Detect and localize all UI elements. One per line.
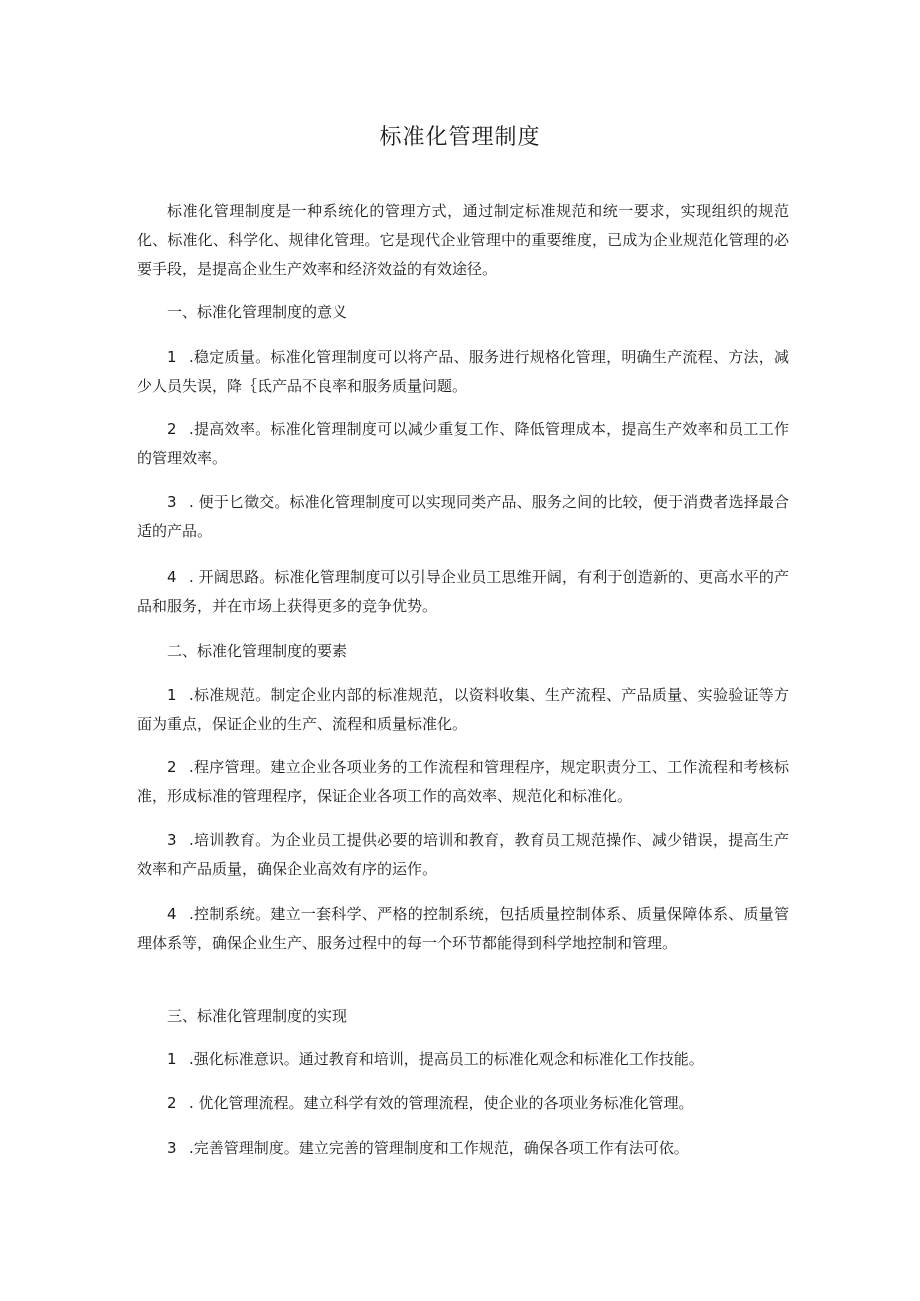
- list-item: [137, 900, 789, 958]
- item-text: . 便于匕徵交。标准化管理制度可以实现同类产品、服务之间的比较，便于消费者选择最合适的产品。: [137, 493, 789, 540]
- item-number: 2: [167, 420, 177, 438]
- list-item: [137, 563, 789, 621]
- item-number: 2: [167, 1094, 177, 1112]
- item-number: 1: [167, 686, 177, 704]
- item-text: .稳定质量。标准化管理制度可以将产品、服务进行规格化管理，明确生产流程、方法，减少人员失误，降｛氐产品不良率和服务质量问题。: [137, 348, 789, 395]
- item-text: .完善管理制度。建立完善的管理制度和工作规范，确保各项工作有法可依。: [189, 1139, 689, 1157]
- item-number: 4: [167, 905, 177, 923]
- list-item: [137, 1134, 789, 1163]
- item-text: .控制系统。建立一套科学、严格的控制系统，包括质量控制体系、质量保障体系、质量管理体系等，确保企业生产、服务过程中的每一个环节都能得到科学地控制和管理。: [137, 905, 789, 952]
- page-title: 标准化管理制度: [379, 125, 541, 150]
- item-number: 3: [167, 493, 177, 511]
- section-heading-2: 二、标准化管理制度的要素: [167, 642, 348, 660]
- list-item: [137, 1089, 789, 1118]
- section-heading-1: 一、标准化管理制度的意义: [167, 303, 348, 321]
- list-item: [137, 1045, 789, 1074]
- item-number: 2: [167, 758, 177, 776]
- item-text: . 开阔思路。标准化管理制度可以引导企业员工思维开阔，有利于创造新的、更高水平的产品和服务，并在市场上获得更多的竞争优势。: [137, 568, 789, 615]
- item-number: 1: [167, 1050, 177, 1068]
- item-number: 3: [167, 1139, 177, 1157]
- list-item: [137, 753, 789, 811]
- section-heading-3: 三、标准化管理制度的实现: [167, 1007, 348, 1025]
- list-item: [137, 415, 789, 473]
- item-text: .培训教育。为企业员工提供必要的培训和教育，教育员工规范操作、减少错误，提高生产效率和产品质量，确保企业高效有序的运作。: [137, 831, 789, 878]
- item-text: .程序管理。建立企业各项业务的工作流程和管理程序，规定职责分工、工作流程和考核标准，形成标准的管理程序，保证企业各项工作的高效率、规范化和标准化。: [137, 758, 789, 805]
- list-item: [137, 681, 789, 739]
- item-text: .强化标准意识。通过教育和培训，提高员工的标准化观念和标准化工作技能。: [189, 1050, 704, 1068]
- item-text: . 优化管理流程。建立科学有效的管理流程，使企业的各项业务标准化管理。: [189, 1094, 694, 1112]
- list-item: [137, 488, 789, 546]
- item-text: .标准规范。制定企业内部的标准规范，以资料收集、生产流程、产品质量、实验验证等方面为重点，保证企业的生产、流程和质量标准化。: [137, 686, 789, 733]
- list-item: [137, 343, 789, 401]
- item-number: 4: [167, 568, 177, 586]
- item-number: 3: [167, 831, 177, 849]
- item-number: 1: [167, 348, 177, 366]
- list-item: [137, 826, 789, 884]
- intro-paragraph: 标准化管理制度是一种系统化的管理方式，通过制定标准规范和统一要求，实现组织的规范化、标准化、科学化、规律化管理。它是现代企业管理中的重要维度，已成为企业规范化管理的必要手段，是提高企业生产效率和经济效益的有效途径。: [137, 202, 789, 278]
- item-text: .提高效率。标准化管理制度可以减少重复工作、降低管理成本，提高生产效率和员工工作的管理效率。: [137, 420, 789, 467]
